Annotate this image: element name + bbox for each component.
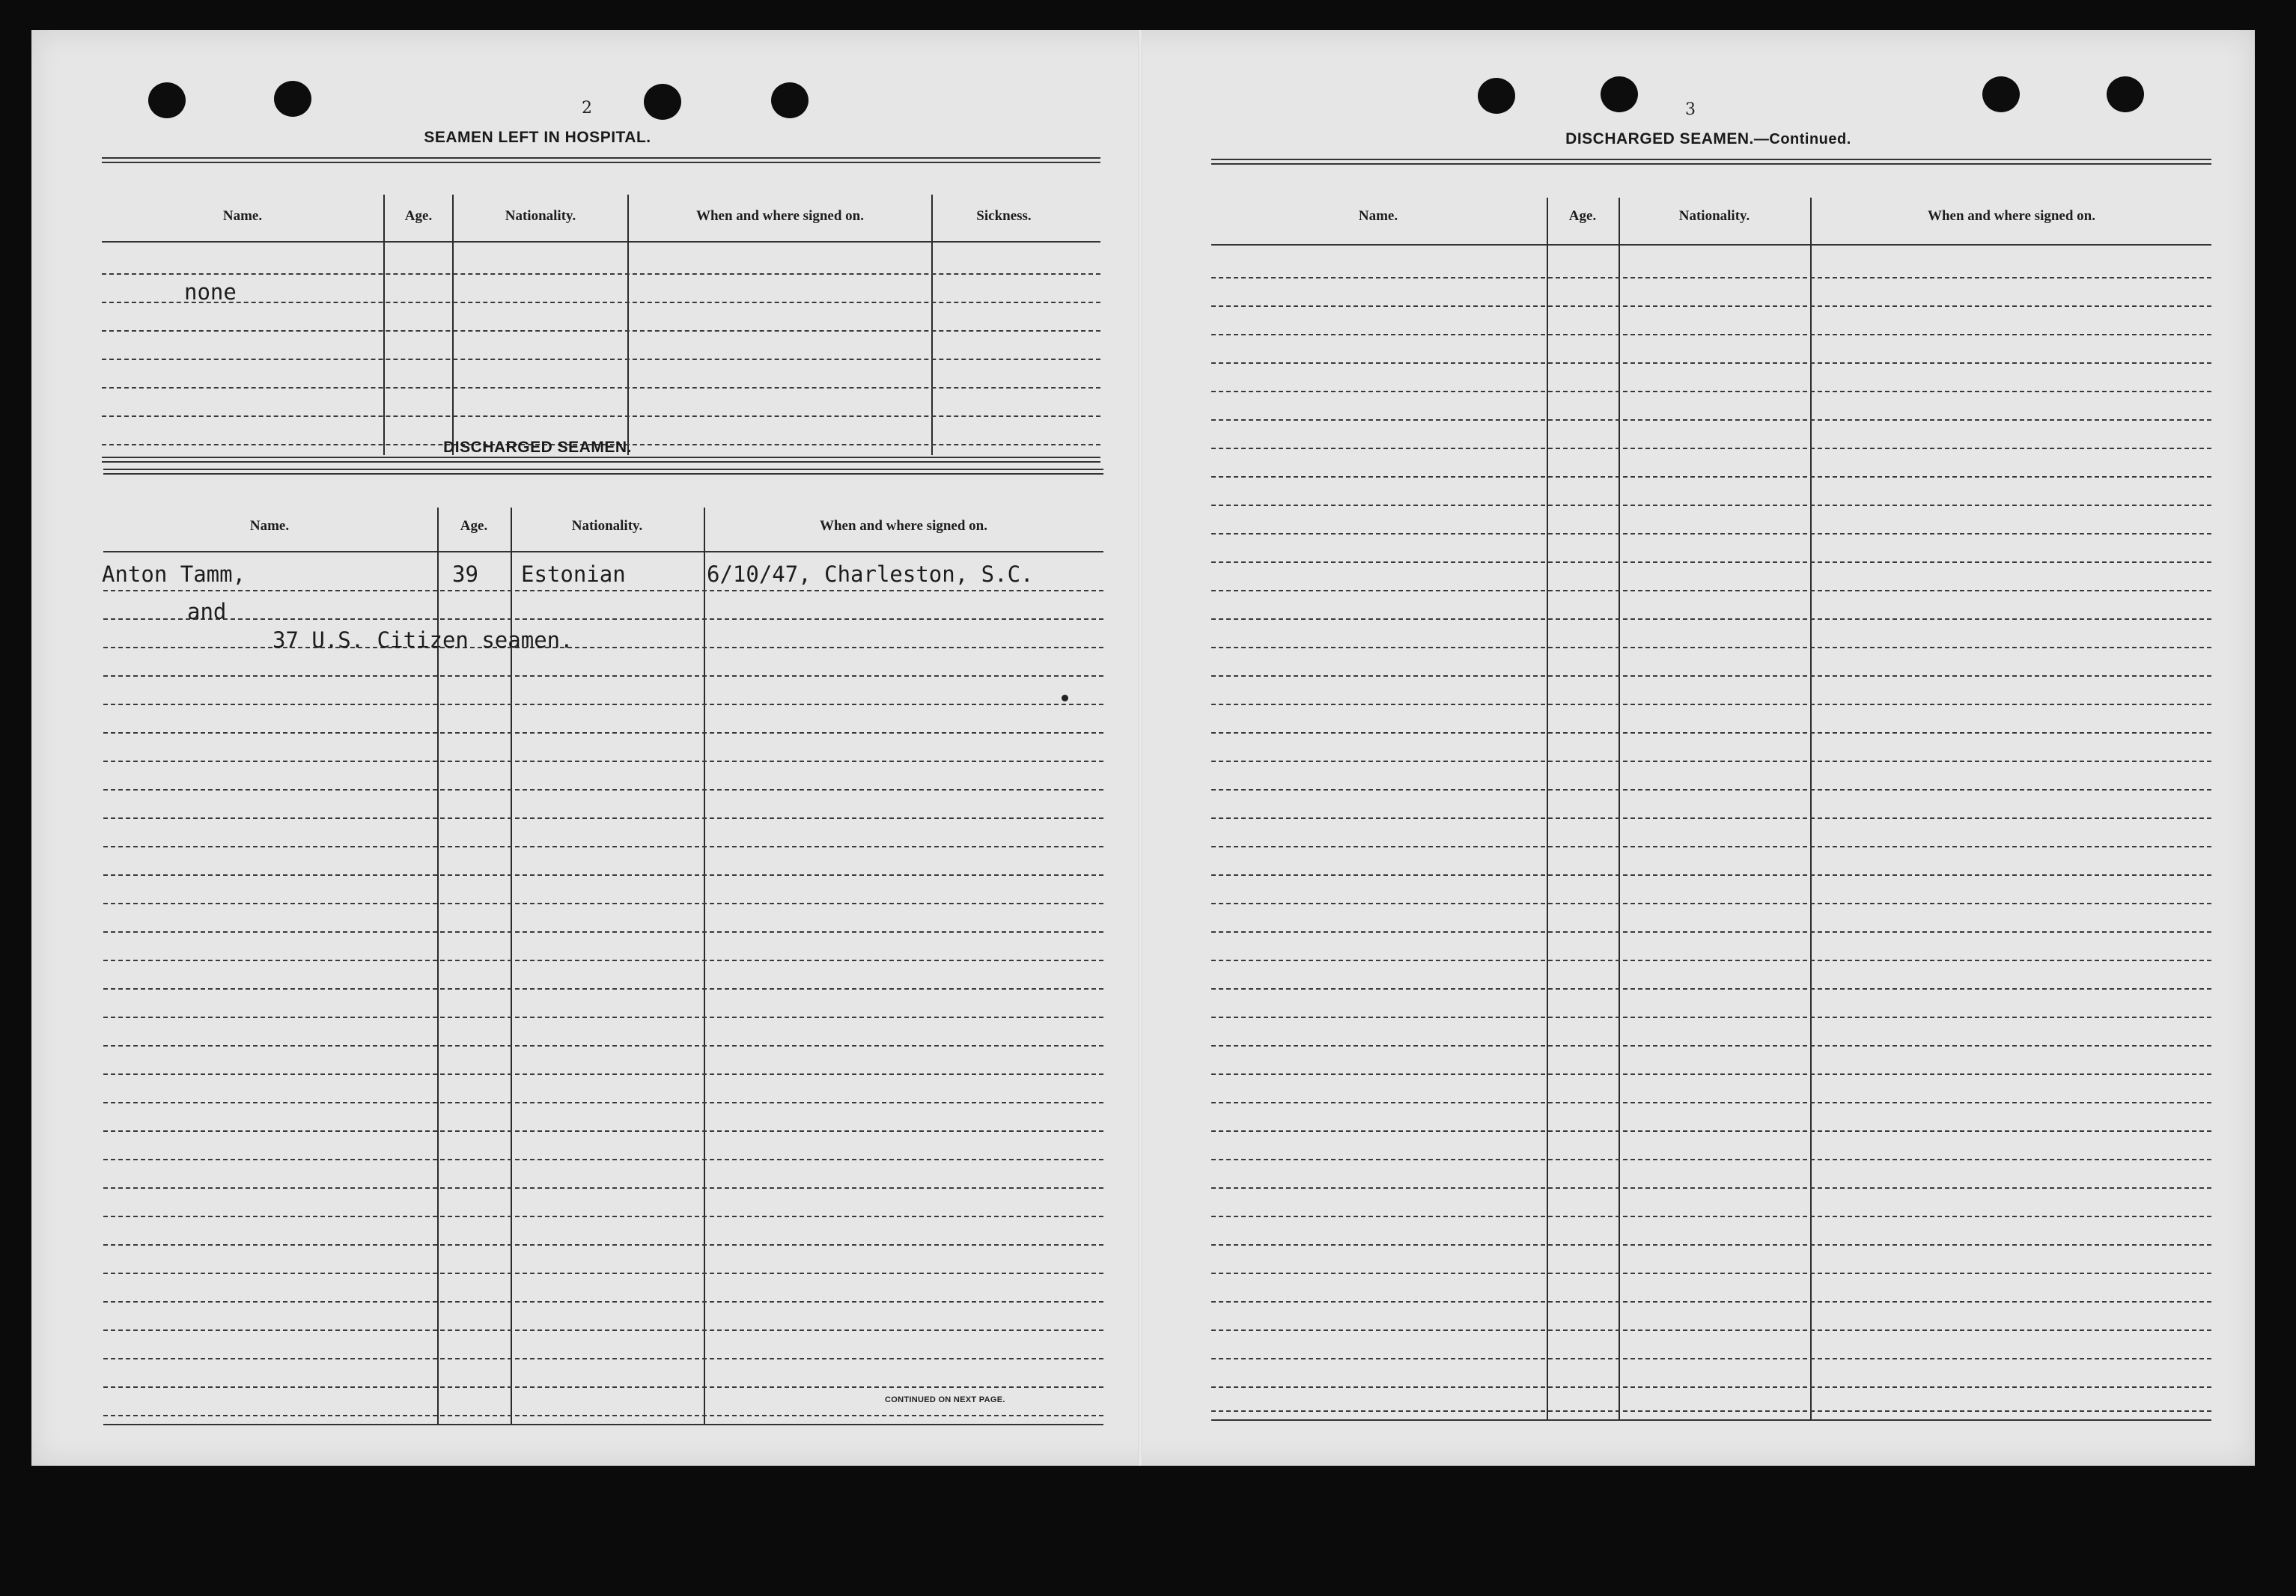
page-fold <box>1138 30 1142 1466</box>
seaman-signed-on: 6/10/47, Charleston, S.C. <box>707 561 1034 587</box>
col-header-age: Age. <box>460 518 488 534</box>
col-header-signed-on: When and where signed on. <box>1927 208 2095 224</box>
col-header-nationality: Nationality. <box>505 208 576 224</box>
continuation-line-citizens: 37 U.S. Citizen seamen. <box>272 627 573 653</box>
col-header-nationality: Nationality. <box>1678 208 1750 224</box>
discharged-continued-title-main: DISCHARGED SEAMEN. <box>1565 130 1754 147</box>
col-header-name: Name. <box>1358 208 1398 224</box>
hospital-section-title: SEAMEN LEFT IN HOSPITAL. <box>424 129 651 146</box>
col-header-nationality: Nationality. <box>571 518 643 534</box>
page-number-left: 2 <box>582 99 592 118</box>
col-header-age: Age. <box>1568 208 1597 224</box>
hospital-entry: none <box>184 279 237 305</box>
discharged-section-title: DISCHARGED SEAMEN. <box>443 439 632 456</box>
continued-note: CONTINUED ON NEXT PAGE. <box>885 1395 1005 1404</box>
discharged-continued-title <box>1499 130 1918 148</box>
punch-hole <box>148 82 186 118</box>
continuation-line-and: and <box>187 599 227 624</box>
col-header-signed-on: When and where signed on. <box>819 518 987 534</box>
col-header-signed-on: When and where signed on. <box>695 208 864 224</box>
discharged-continued-suffix: —Continued. <box>1753 131 1851 147</box>
discharged-table <box>103 469 1103 1434</box>
col-header-name: Name. <box>249 518 290 534</box>
punch-hole <box>1982 76 2020 112</box>
col-header-age: Age. <box>404 208 433 224</box>
seaman-name: Anton Tamm, <box>102 561 246 587</box>
hospital-table <box>102 157 1100 464</box>
seaman-nationality: Estonian <box>521 561 626 587</box>
discharged-continued-table <box>1211 159 2211 1431</box>
page-number-right: 3 <box>1685 100 1696 119</box>
document-sheet <box>31 30 2255 1466</box>
punch-hole <box>644 84 681 120</box>
punch-hole <box>1478 78 1515 114</box>
punch-hole <box>274 81 311 117</box>
col-header-sickness: Sickness. <box>976 208 1032 224</box>
punch-hole <box>771 82 809 118</box>
punch-hole <box>1601 76 1638 112</box>
seaman-age: 39 <box>452 561 478 587</box>
punch-hole <box>2107 76 2144 112</box>
col-header-name: Name. <box>222 208 263 224</box>
ink-speck <box>1062 695 1068 701</box>
